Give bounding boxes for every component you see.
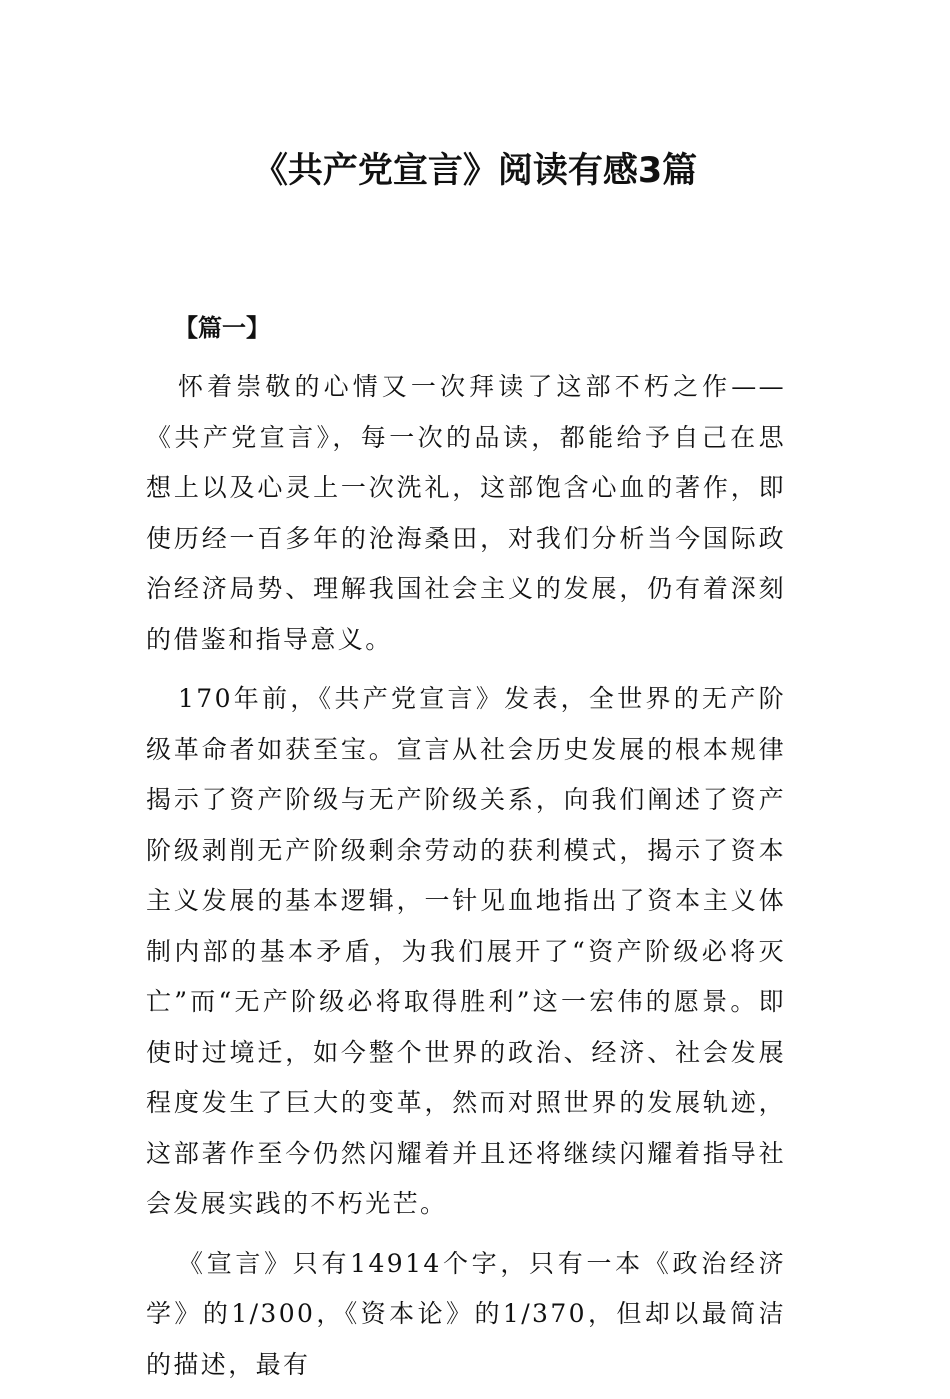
body-text [146, 362, 786, 1399]
section-label: 【篇一】 [174, 313, 270, 342]
document-title: 《共产党宣言》阅读有感3篇 [252, 151, 698, 191]
paragraph-3: 《宣言》只有14914个字，只有一本《政治经济学》的1/300，《资本论》的1/370，但却以最简洁的描述，最有 [146, 1248, 786, 1379]
paragraph-1: 怀着崇敬的心情又一次拜读了这部不朽之作——《共产党宣言》，每一次的品读，都能给予自己在思想上以及心灵上一次洗礼，这部饱含心血的著作，即使历经一百多年的沧海桑田，对我们分析当今国际政治经济局势、理解我国社会主义的发展，仍有着深刻的借鉴和指导意义。 [146, 372, 786, 654]
paragraph-2: 170年前，《共产党宣言》发表，全世界的无产阶级革命者如获至宝。宣言从社会历史发展的根本规律揭示了资产阶级与无产阶级关系，向我们阐述了资产阶级剥削无产阶级剩余劳动的获利模式，揭示了资本主义发展的基本逻辑，一针见血地指出了资本主义体制内部的基本矛盾，为我们展开了“资产阶级必将灭亡”而“无产阶级必将取得胜利”这一宏伟的愿景。即使时过境迁，如今整个世界的政治、经济、社会发展程度发生了巨大的变革，然而对照世界的发展轨迹，这部著作至今仍然闪耀着并且还将继续闪耀着指导社会发展实践的不朽光芒。 [146, 684, 786, 1218]
